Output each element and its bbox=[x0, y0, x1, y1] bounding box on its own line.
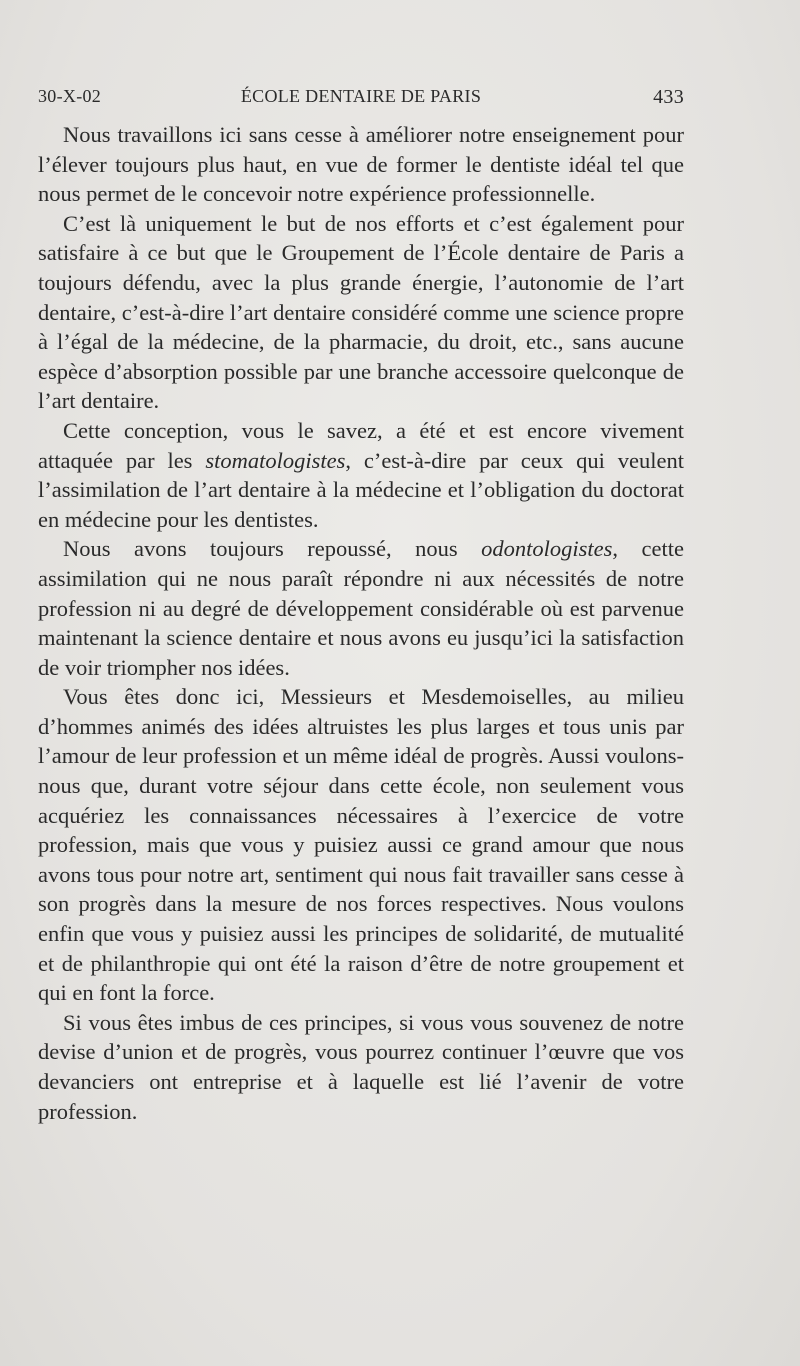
paragraph-4 bbox=[38, 534, 684, 682]
paragraph-4-text-b: , cette assimilation qui ne nous paraît répondre ni aux nécessités de notre profession ni au degré de développement considérable où est parvenue maintenant la science dentaire et nous avons eu jusqu’ici la satisfaction de voir triompher nos idées. bbox=[38, 536, 684, 680]
paragraph-3-text-b: , c’est-à-dire par ceux qui veulent l’assimilation de l’art dentaire à la médecine et l’obligation du doctorat en médecine pour les dentistes. bbox=[38, 447, 684, 532]
header-title: ÉCOLE DENTAIRE DE PARIS bbox=[240, 86, 482, 106]
running-header bbox=[38, 86, 684, 112]
odontologistes-term: odontologistes bbox=[481, 536, 613, 562]
page-number: 433 bbox=[653, 86, 684, 108]
paragraph-3-text-a: Cette conception, vous le savez, a été et est encore vivement attaquée par les bbox=[38, 417, 684, 473]
paragraph-4-text-a: Nous avons toujours repoussé, nous bbox=[63, 536, 482, 562]
header-date: 30-X-02 bbox=[38, 86, 102, 106]
stomatologistes-term: stomatologistes bbox=[205, 447, 346, 473]
page-body bbox=[38, 120, 684, 1126]
paragraph-6: Si vous êtes imbus de ces principes, si vous vous souvenez de notre devise d’union et de progrès, vous pourrez continuer l’œuvre que vos devanciers ont entreprise et à laquelle est lié l’avenir de votre profession. bbox=[38, 1009, 684, 1124]
paragraph-5: Vous êtes donc ici, Messieurs et Mesdemoiselles, au milieu d’hommes animés des idées altruistes les plus larges et tous unis par l’amour de leur profession et un même idéal de progrès. Aussi voulons-nous que, durant votre séjour dans cette école, non seulement vous acquériez les connaissances nécessaires à l’exercice de votre profession, mais que vous y puisiez aussi ce grand amour que nous avons tous pour notre art, sentiment qui nous fait travailler sans cesse à son progrès dans la mesure de nos forces respectives. Nous voulons enfin que vous y puisiez aussi les principes de solidarité, de mutualité et de philanthropie qui ont été la raison d’être de notre groupement et qui en font la force. bbox=[38, 684, 684, 1006]
paragraph-2: C’est là uniquement le but de nos efforts et c’est également pour satisfaire à ce but que le Groupement de l’École dentaire de Paris a toujours défendu, avec la plus grande énergie, l’autonomie de l’art dentaire, c’est-à-dire l’art dentaire considéré comme une science propre à l’égal de la médecine, de la pharmacie, du droit, etc., sans aucune espèce d’absorption possible par une branche accessoire quelconque de l’art dentaire. bbox=[38, 210, 684, 414]
paragraph-1: Nous travaillons ici sans cesse à améliorer notre enseignement pour l’élever toujours plus haut, en vue de former le dentiste idéal tel que nous permet de le concevoir notre expérience professionnelle. bbox=[38, 122, 684, 207]
paragraph-3 bbox=[38, 416, 684, 534]
